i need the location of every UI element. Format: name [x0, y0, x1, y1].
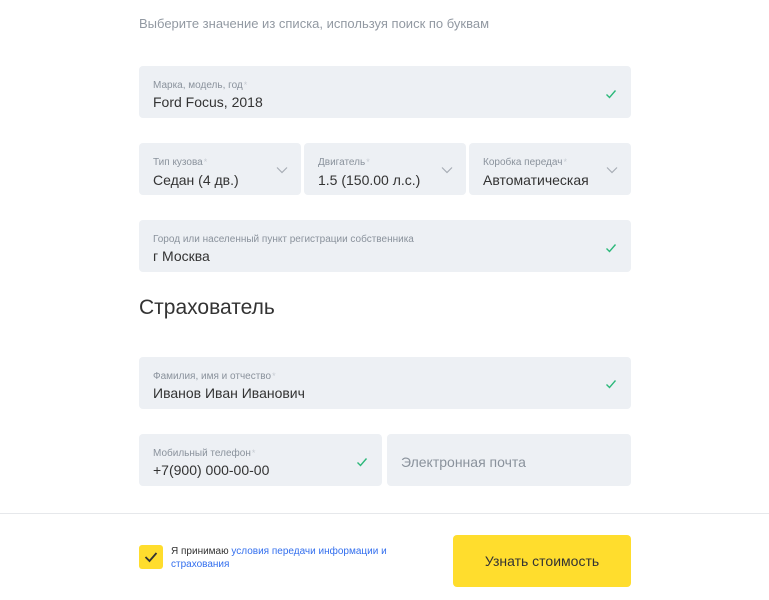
registration-city-value: г Москва — [153, 248, 210, 264]
form-hint: Выберите значение из списка, используя поиск по буквам — [139, 16, 490, 31]
gearbox-value: Автоматическая — [483, 172, 589, 188]
consent-prefix: Я принимаю — [171, 546, 232, 557]
consent-checkbox[interactable] — [139, 545, 163, 569]
checkmark-icon — [144, 551, 158, 563]
gearbox-select[interactable] — [469, 143, 631, 195]
body-type-label: Тип кузова* — [153, 157, 208, 168]
check-icon — [605, 88, 617, 100]
full-name-label: Фамилия, имя и отчество* — [153, 371, 276, 382]
body-type-select[interactable] — [139, 143, 301, 195]
chevron-down-icon — [606, 166, 618, 174]
check-icon — [356, 456, 368, 468]
get-price-button[interactable]: Узнать стоимость — [453, 535, 631, 587]
consent-text — [171, 545, 411, 571]
body-type-value: Седан (4 дв.) — [153, 172, 239, 188]
email-field[interactable] — [387, 434, 631, 486]
consent-terms-link[interactable]: условия передачи информации и страхования — [171, 546, 387, 570]
chevron-down-icon — [441, 166, 453, 174]
engine-select[interactable] — [304, 143, 466, 195]
gearbox-label: Коробка передач* — [483, 157, 567, 168]
phone-field[interactable] — [139, 434, 382, 486]
footer-divider — [0, 513, 769, 514]
engine-label: Двигатель* — [318, 157, 370, 168]
registration-city-field[interactable] — [139, 220, 631, 272]
phone-label: Мобильный телефон* — [153, 448, 256, 459]
full-name-field[interactable] — [139, 357, 631, 409]
full-name-value: Иванов Иван Иванович — [153, 385, 305, 401]
car-model-value: Ford Focus, 2018 — [153, 94, 263, 110]
check-icon — [605, 242, 617, 254]
chevron-down-icon — [276, 166, 288, 174]
phone-value: +7(900) 000-00-00 — [153, 462, 270, 478]
registration-city-label: Город или населенный пункт регистрации собственника — [153, 234, 414, 245]
car-model-label: Марка, модель, год* — [153, 80, 248, 91]
check-icon — [605, 378, 617, 390]
engine-value: 1.5 (150.00 л.с.) — [318, 172, 421, 188]
section-title: Страхователь — [139, 296, 275, 319]
car-model-field[interactable] — [139, 66, 631, 118]
email-placeholder: Электронная почта — [401, 454, 526, 470]
